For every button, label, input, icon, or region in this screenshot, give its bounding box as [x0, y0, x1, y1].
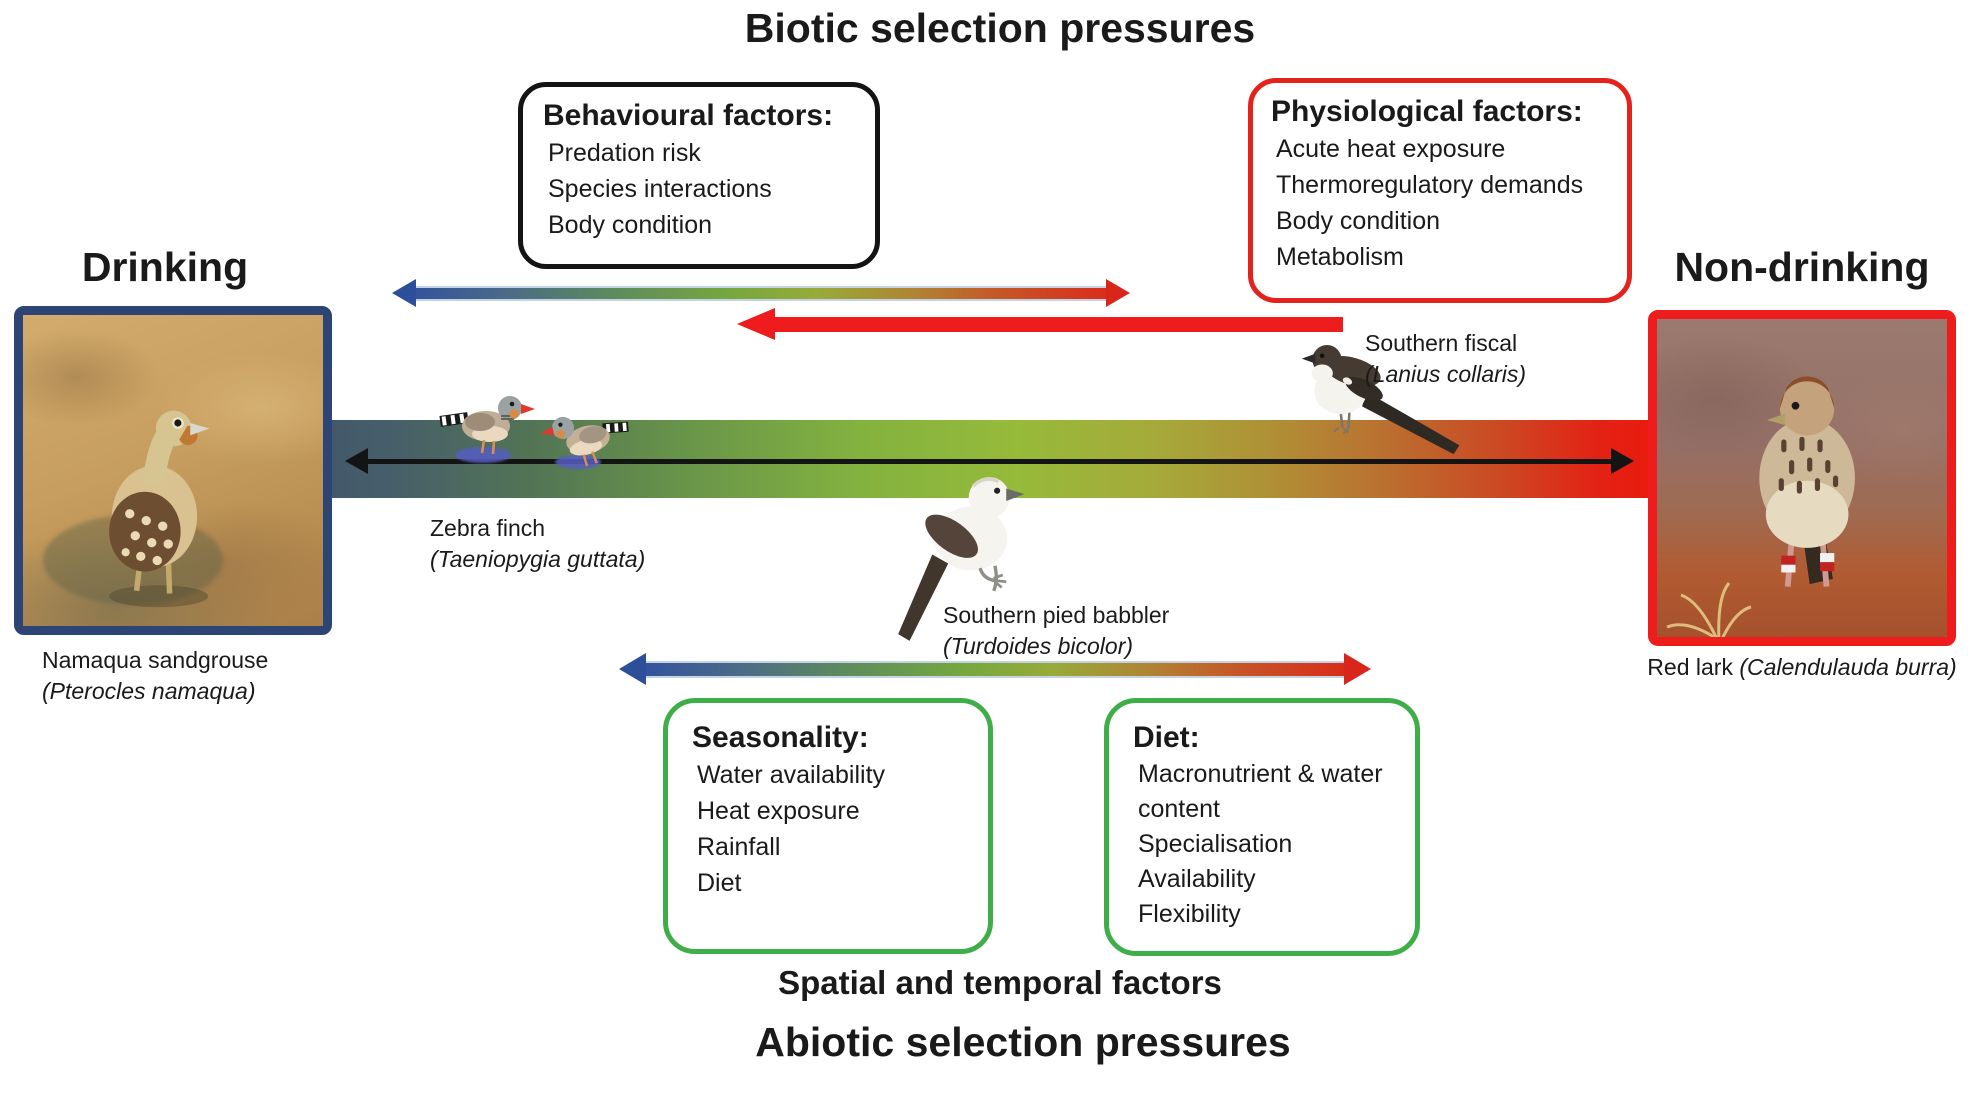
fiscal-scientific-name: (Lanius collaris) — [1365, 361, 1527, 387]
biotic-title: Biotic selection pressures — [744, 5, 1256, 51]
behavioural-factors-box — [518, 82, 880, 269]
seasonality-item: Diet — [697, 869, 742, 897]
red-lark-common-name: Red lark — [1647, 654, 1733, 680]
red-lark-photo — [1648, 310, 1956, 646]
red-lark-bird-drawing — [1727, 357, 1895, 607]
diet-item: Macronutrient & water content — [1138, 760, 1383, 823]
zebra-finch-drawing — [438, 388, 538, 462]
behavioural-item: Species interactions — [548, 175, 772, 203]
red-lark-scientific-name: (Calendulauda burra) — [1739, 654, 1957, 680]
behavioural-item: Body condition — [548, 211, 713, 239]
biotic-gradient-arrow — [415, 286, 1107, 301]
babbler-scientific-name: (Turdoides bicolor) — [943, 633, 1134, 659]
continuum-arrowhead-left-icon — [345, 448, 368, 474]
red-lark-caption — [1640, 652, 1964, 683]
zebra-finch-common-name: Zebra finch — [430, 515, 546, 541]
pied-babbler-label — [943, 600, 1169, 662]
zebra-finch-scientific-name: (Taeniopygia guttata) — [430, 546, 646, 572]
physiological-item: Metabolism — [1276, 243, 1404, 271]
fiscal-common-name: Southern fiscal — [1365, 330, 1518, 356]
diet-title: Diet: — [1133, 721, 1200, 754]
sandgrouse-bird-drawing — [83, 385, 248, 615]
physiological-factors-box — [1248, 78, 1632, 303]
abiotic-gradient-arrow — [645, 661, 1345, 678]
sandgrouse-caption — [42, 645, 268, 707]
zebra-finch-label — [430, 513, 645, 575]
abiotic-arrowhead-right-icon — [1344, 653, 1371, 685]
diet-item: Flexibility — [1138, 900, 1241, 928]
physiological-item: Thermoregulatory demands — [1276, 171, 1584, 199]
physiological-item: Body condition — [1276, 207, 1441, 235]
babbler-common-name: Southern pied babbler — [943, 602, 1170, 628]
seasonality-item: Rainfall — [697, 833, 781, 861]
diet-box — [1104, 698, 1420, 956]
non-drinking-label: Non-drinking — [1674, 244, 1930, 290]
spatial-temporal-title: Spatial and temporal factors — [778, 964, 1222, 1001]
drinking-label: Drinking — [81, 244, 249, 290]
seasonality-title: Seasonality: — [692, 721, 869, 754]
sandgrouse-scientific-name: (Pterocles namaqua) — [42, 678, 256, 704]
diet-item: Availability — [1138, 865, 1256, 893]
physiological-red-arrow — [774, 317, 1343, 332]
southern-fiscal-label — [1365, 328, 1526, 390]
physiological-item: Acute heat exposure — [1276, 135, 1506, 163]
seasonality-item: Water availability — [697, 761, 886, 789]
diet-item: Specialisation — [1138, 830, 1293, 858]
seasonality-item: Heat exposure — [697, 797, 860, 825]
behavioural-item: Predation risk — [548, 139, 701, 167]
behavioural-title: Behavioural factors: — [543, 99, 834, 132]
abiotic-title: Abiotic selection pressures — [755, 1019, 1291, 1065]
namaqua-sandgrouse-photo — [14, 306, 332, 635]
continuum-arrowhead-right-icon — [1611, 448, 1634, 474]
abiotic-arrowhead-left-icon — [619, 653, 646, 685]
seasonality-box — [663, 698, 993, 954]
physiological-arrowhead-icon — [737, 308, 775, 340]
biotic-arrowhead-right-icon — [1106, 279, 1130, 307]
sandgrouse-common-name: Namaqua sandgrouse — [42, 647, 269, 673]
physiological-title: Physiological factors: — [1271, 95, 1583, 128]
biotic-arrowhead-left-icon — [392, 279, 416, 307]
